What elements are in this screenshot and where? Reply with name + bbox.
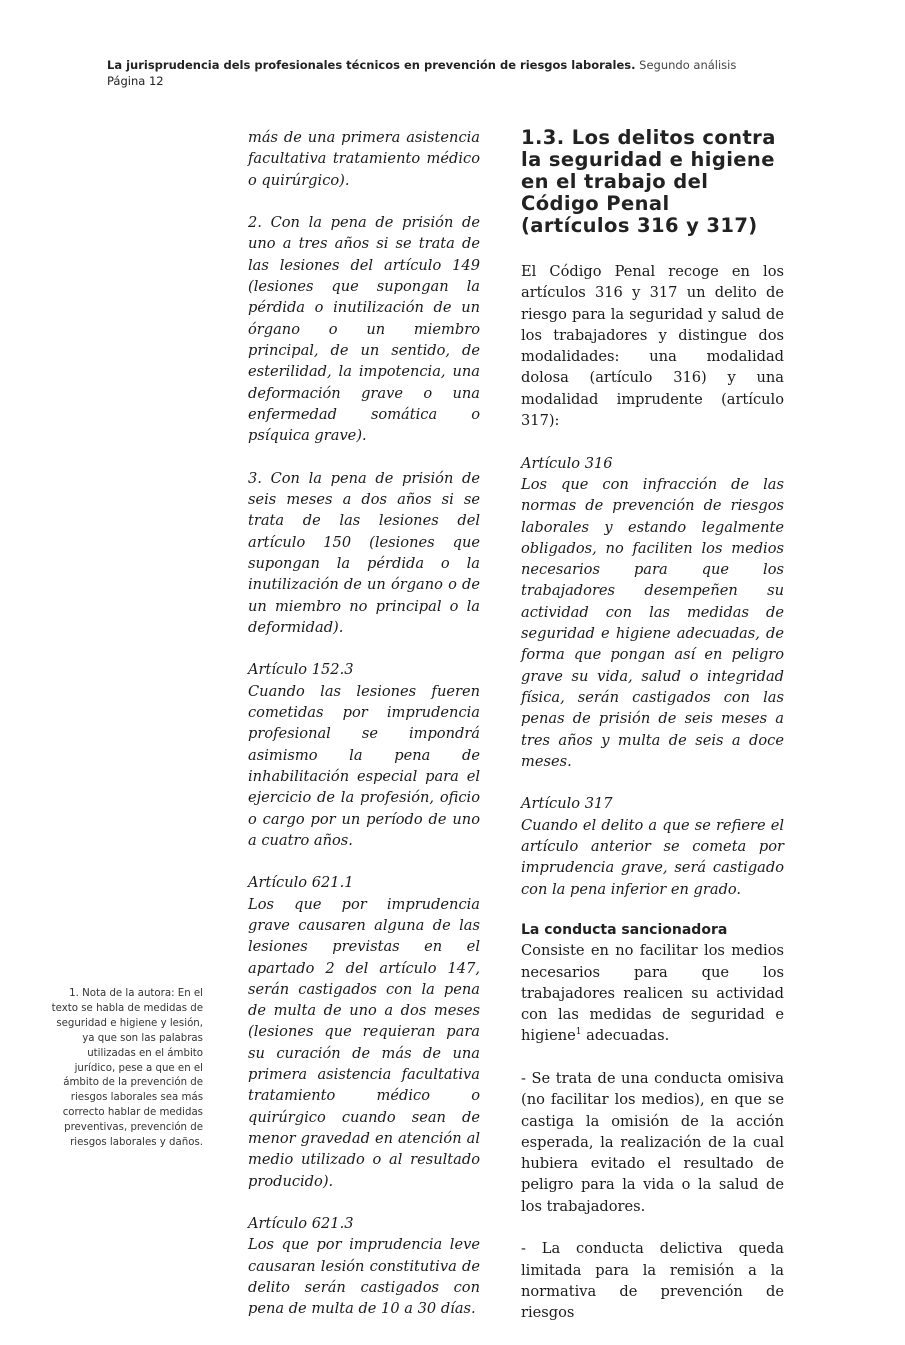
paragraph-text: Consiste en no facilitar los medios necesarios para que los trabajadores realicen su actividad con las medidas de seguridad e higiene <box>521 942 784 1045</box>
right-column <box>521 127 784 1345</box>
paragraph: El Código Penal recoge en los artículos 316 y 317 un delito de riesgo para la seguridad y salud de los trabajadores y distingue dos modalidades: una modalidad dolosa (artículo 316) y una modalidad imprudente (artículo 317): <box>521 263 784 430</box>
article-block <box>248 1213 480 1319</box>
paragraph: 2. Con la pena de prisión de uno a tres años si se trata de las lesiones del artículo 149 (lesiones que supongan la pérdida o inutilización de un órgano o un miembro principal, de un sentido, de esterilidad, la impotencia, una deformación grave o una enfermedad somática o psíquica grave). <box>248 214 480 445</box>
page-number: Página 12 <box>107 74 164 88</box>
article-title: Artículo 316 <box>521 454 613 472</box>
article-title: Artículo 317 <box>521 795 613 813</box>
footnote: 1. Nota de la autora: En el texto se habla de medidas de seguridad e higiene y lesión, ya que son las palabras utilizadas en el ámbito jurídico, pese a que en el ámbito de la prevención de riesgos laborales sea más correcto hablar de medidas preventivas, prevención de riesgos laborales y daños. <box>51 988 203 1149</box>
paragraph <box>521 940 784 1046</box>
article-block <box>248 872 480 1191</box>
running-header <box>107 57 736 89</box>
article-text: Los que con infracción de las normas de prevención de riesgos laborales y estando legalmente obligados, no faciliten los medios necesarios para que los trabajadores desempeñen su actividad con las medidas de seguridad e higiene adecuadas, de forma que pongan así en peligro grave su vida, salud o integridad física, serán castigados con las penas de prisión de seis meses a tres años y multa de seis a doce meses. <box>521 475 784 770</box>
article-text: Cuando las lesiones fueren cometidas por imprudencia profesional se impondrá asimismo la pena de inhabilitación especial para el ejercicio de la profesión, oficio o cargo por un período de uno a cuatro años. <box>248 682 480 849</box>
list-item: - La conducta delictiva queda limitada para la remisión a la normativa de prevención de riesgos <box>521 1240 784 1322</box>
paragraph-text: adecuadas. <box>581 1027 670 1045</box>
article-title: Artículo 621.1 <box>248 874 354 892</box>
article-title: Artículo 621.3 <box>248 1215 354 1233</box>
middle-column <box>248 127 480 1341</box>
header-title-light: Segundo análisis <box>639 58 737 72</box>
article-block <box>521 453 784 772</box>
article-title: Artículo 152.3 <box>248 661 354 679</box>
header-title <box>107 57 736 73</box>
article-block <box>521 793 784 899</box>
article-block <box>248 659 480 851</box>
article-text: Cuando el delito a que se refiere el artículo anterior se cometa por imprudencia grave, será castigado con la pena inferior en grado. <box>521 816 784 898</box>
article-text: Los que por imprudencia grave causaren alguna de las lesiones previstas en el apartado 2 del artículo 147, serán castigados con la pena de multa de uno a dos meses (lesiones que requieran para su curación de más de una primera asistencia facultativa tratamiento médico o quirúrgico cuando sean de menor gravedad en atención al medio utilizado o al resultado producido). <box>248 895 480 1190</box>
header-title-bold: La jurisprudencia dels profesionales técnicos en prevención de riesgos laborales. <box>107 58 636 72</box>
paragraph: más de una primera asistencia facultativa tratamiento médico o quirúrgico). <box>248 129 480 189</box>
section-title: 1.3. Los delitos contra la seguridad e higiene en el trabajo del Código Penal (artículos 316 y 317) <box>521 126 776 237</box>
subheading: La conducta sancionadora <box>521 922 728 939</box>
article-text: Los que por imprudencia leve causaran lesión constitutiva de delito serán castigados con pena de multa de 10 a 30 días. <box>248 1236 480 1318</box>
paragraph: 3. Con la pena de prisión de seis meses a dos años si se trata de las lesiones del artículo 150 (lesiones que supongan la pérdida o la inutilización de un órgano o de un miembro no principal o la deformidad). <box>248 469 480 636</box>
list-item: - Se trata de una conducta omisiva (no facilitar los medios), en que se castiga la omisión de la acción esperada, la realización de la cual hubiera evitado el resultado de peligro para la vida o la salud de los trabajadores. <box>521 1069 784 1215</box>
footnote-reference: 1 <box>575 1027 582 1038</box>
